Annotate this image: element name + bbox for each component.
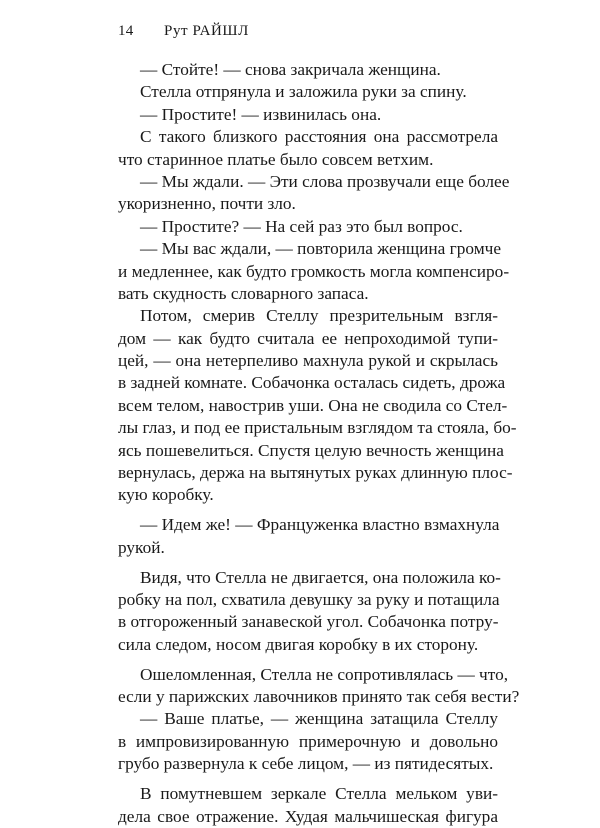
paragraph-line: Стелла отпрянула и заложила руки за спину. bbox=[140, 82, 467, 102]
paragraph-line: — Мы вас ждали, — повторила женщина громче bbox=[140, 239, 502, 259]
paragraph-line: если у парижских лавочников принято так себя вести? bbox=[118, 687, 520, 707]
paragraph-line: вернулась, держа на вытянутых руках длинную плос- bbox=[118, 463, 513, 483]
paragraph-line: — Стойте! — снова закричала женщина. bbox=[140, 60, 441, 79]
page-number: 14 bbox=[118, 23, 134, 39]
body-text bbox=[118, 59, 520, 828]
paragraph-line: — Простите? — На сей раз это был вопрос. bbox=[140, 216, 463, 236]
paragraph-line: сила следом, носом двигая коробку в их сторону. bbox=[118, 634, 479, 654]
paragraph-line: вать скудность словарного запаса. bbox=[118, 283, 369, 303]
paragraph-line: грубо развернула к себе лицом, — из пятидесятых. bbox=[118, 754, 494, 774]
paragraph-line: ясь пошевелиться. Спустя целую вечность женщина bbox=[118, 440, 504, 460]
paragraph-line: С такого близкого расстояния она рассмотрела bbox=[140, 127, 498, 147]
paragraph-line: в задней комнате. Собачонка осталась сидеть, дрожа bbox=[118, 373, 506, 393]
paragraph-line: лы глаз, и под ее пристальным взглядом та стояла, бо- bbox=[118, 418, 517, 438]
running-head-author: Рут РАЙШЛ bbox=[164, 23, 249, 39]
paragraph-gap bbox=[118, 559, 498, 567]
paragraph-line: в отгороженный занавеской угол. Собачонка потру- bbox=[118, 612, 499, 632]
paragraph-gap bbox=[118, 507, 498, 515]
paragraph-line: рукой. bbox=[118, 537, 165, 557]
paragraph-line: — Мы ждали. — Эти слова прозвучали еще более bbox=[140, 171, 510, 191]
running-head bbox=[118, 20, 249, 42]
paragraph-line: всем телом, навострив уши. Она не сводила со Стел- bbox=[118, 395, 508, 415]
paragraph-line: робку на пол, схватила девушку за руку и потащила bbox=[118, 589, 500, 609]
paragraph-line: Ошеломленная, Стелла не сопротивлялась — что, bbox=[140, 664, 509, 684]
paragraph-line: цей, — она нетерпеливо махнула рукой и скрылась bbox=[118, 351, 498, 371]
paragraph-line: в импровизированную примерочную и довольно bbox=[118, 731, 498, 751]
paragraph-line: — Ваше платье, — женщина затащила Стеллу bbox=[140, 709, 498, 729]
paragraph-line: кую коробку. bbox=[118, 485, 214, 505]
paragraph-gap bbox=[118, 776, 498, 784]
paragraph-line: — Простите! — извинилась она. bbox=[140, 104, 382, 124]
paragraph-line: дела свое отражение. Худая мальчишеская фигура bbox=[118, 806, 498, 826]
paragraph-line: что старинное платье было совсем ветхим. bbox=[118, 149, 434, 169]
paragraph-line: В помутневшем зеркале Стелла мельком уви- bbox=[140, 784, 498, 804]
paragraph-line: укоризненно, почти зло. bbox=[118, 194, 296, 214]
paragraph-line: — Идем же! — Француженка властно взмахнула bbox=[140, 515, 500, 535]
paragraph-line: Видя, что Стелла не двигается, она положила ко- bbox=[140, 567, 501, 587]
paragraph-line: дом — как будто считала ее непроходимой тупи- bbox=[118, 328, 498, 348]
paragraph-line: и медленнее, как будто громкость могла компенсиро- bbox=[118, 261, 510, 281]
paragraph-line: Потом, смерив Стеллу презрительным взгля- bbox=[140, 306, 498, 326]
paragraph-gap bbox=[118, 656, 498, 664]
